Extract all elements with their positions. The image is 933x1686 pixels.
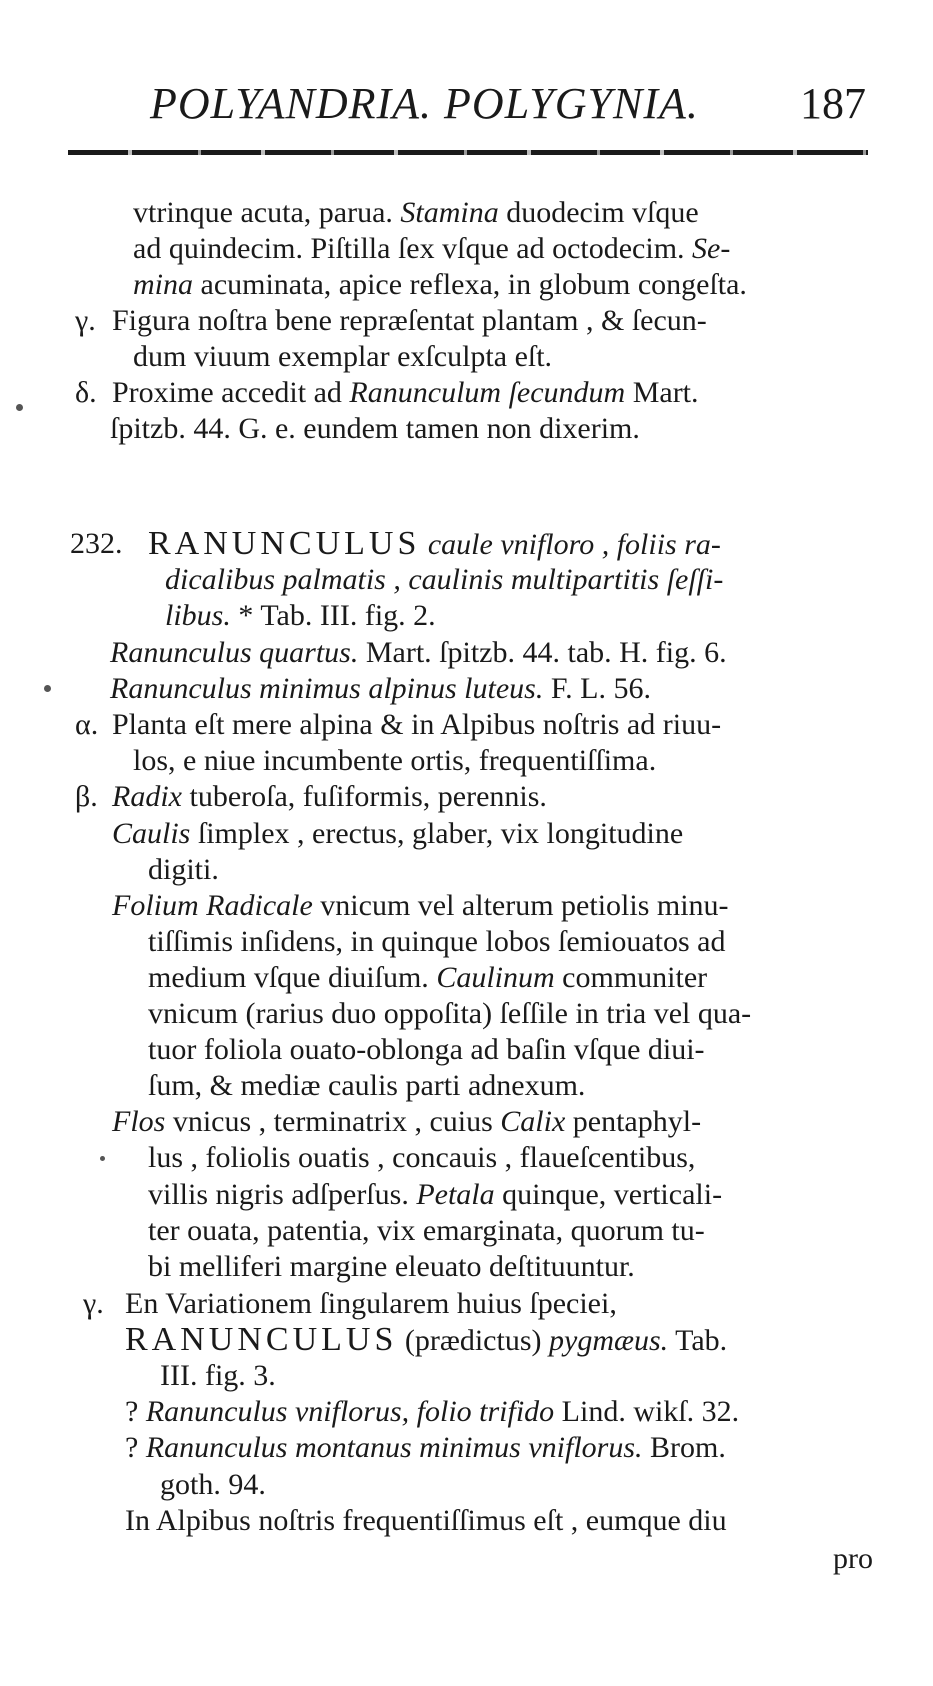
text-line: RANUNCULUS (prædictus) pygmæus. Tab. (125, 1321, 728, 1358)
delta-marker: δ. (75, 376, 97, 409)
text-line: III. fig. 3. (160, 1359, 276, 1392)
text-line: En Variationem ſingularem huius ſpeciei, (125, 1287, 617, 1320)
catchword: pro (833, 1542, 873, 1575)
text-line: Caulis ſimplex , erectus, glaber, vix longitudine (112, 817, 684, 850)
page-number: 187 (800, 79, 866, 128)
text-line: ſum, & mediæ caulis parti adnexum. (148, 1069, 586, 1102)
text-line: lus , foliolis ouatis , concauis , flaueſcentibus, (148, 1141, 696, 1174)
synonym: Ranunculus minimus alpinus luteus. F. L. 56. (110, 672, 651, 705)
header-rule (68, 150, 868, 155)
alpha-marker: α. (75, 708, 99, 741)
text-line: vtrinque acuta, parua. Stamina duodecim vſque (133, 196, 699, 229)
text-line: bi melliferi margine eleuato deſtituuntur. (148, 1250, 635, 1283)
text-line: Planta eſt mere alpina & in Alpibus noſtris ad riuu- (112, 708, 722, 741)
gamma-marker: γ. (83, 1287, 104, 1320)
text-line: villis nigris adſperſus. Petala quinque, verticali- (148, 1178, 723, 1211)
text-line: dicalibus palmatis , caulinis multipartitis ſeſſi- (165, 563, 724, 596)
text-line: ſpitzb. 44. G. e. eundem tamen non dixerim. (110, 412, 640, 445)
text-line: In Alpibus noſtris frequentiſſimus eſt , eumque diu (125, 1504, 727, 1537)
text-line: ter ouata, patentia, vix emarginata, quorum tu- (148, 1214, 705, 1247)
text-line: Proxime accedit ad Ranunculum ſecundum Mart. (112, 376, 699, 409)
text-line: ad quindecim. Piſtilla ſex vſque ad octodecim. Se- (133, 232, 731, 265)
text-line: los, e niue incumbente ortis, frequentiſſima. (133, 744, 657, 777)
text-line: tiſſimis inſidens, in quinque lobos ſemiouatos ad (148, 925, 726, 958)
text-line: Figura noſtra bene repræſentat plantam , & ſecun- (112, 304, 707, 337)
text-line: Folium Radicale vnicum vel alterum petiolis minu- (112, 889, 729, 922)
text-line: medium vſque diuiſum. Caulinum communiter (148, 961, 708, 994)
ink-speck (44, 685, 51, 692)
text-line: ? Ranunculus vniflorus, folio trifido Lind. wikſ. 32. (125, 1395, 740, 1428)
ink-speck (100, 1156, 105, 1161)
entry-number: 232. (70, 527, 123, 560)
running-header-title: POLYANDRIA. POLYGYNIA. (150, 79, 699, 128)
text-line: goth. 94. (160, 1468, 266, 1501)
synonym: Ranunculus quartus. Mart. ſpitzb. 44. tab. H. fig. 6. (110, 636, 727, 669)
text-line: libus. * Tab. III. fig. 2. (165, 599, 436, 632)
text-line: Flos vnicus , terminatrix , cuius Calix pentaphyl- (112, 1105, 702, 1138)
text-line: Radix tuberoſa, fuſiformis, perennis. (112, 780, 547, 813)
text-line: mina acuminata, apice reflexa, in globum congeſta. (133, 268, 747, 301)
beta-marker: β. (75, 780, 98, 813)
text-line: vnicum (rarius duo oppoſita) ſeſſile in tria vel qua- (148, 997, 752, 1030)
ink-speck (16, 404, 23, 411)
text-line: ? Ranunculus montanus minimus vniflorus. Brom. (125, 1431, 726, 1464)
text-line: dum viuum exemplar exſculpta eſt. (133, 340, 553, 373)
text-line: digiti. (148, 853, 219, 886)
gamma-marker: γ. (75, 304, 96, 337)
text-line: tuor foliola ouato-oblonga ad baſin vſque diui- (148, 1033, 705, 1066)
entry-heading: RANUNCULUS caule vnifloro , foliis ra- (148, 525, 721, 562)
